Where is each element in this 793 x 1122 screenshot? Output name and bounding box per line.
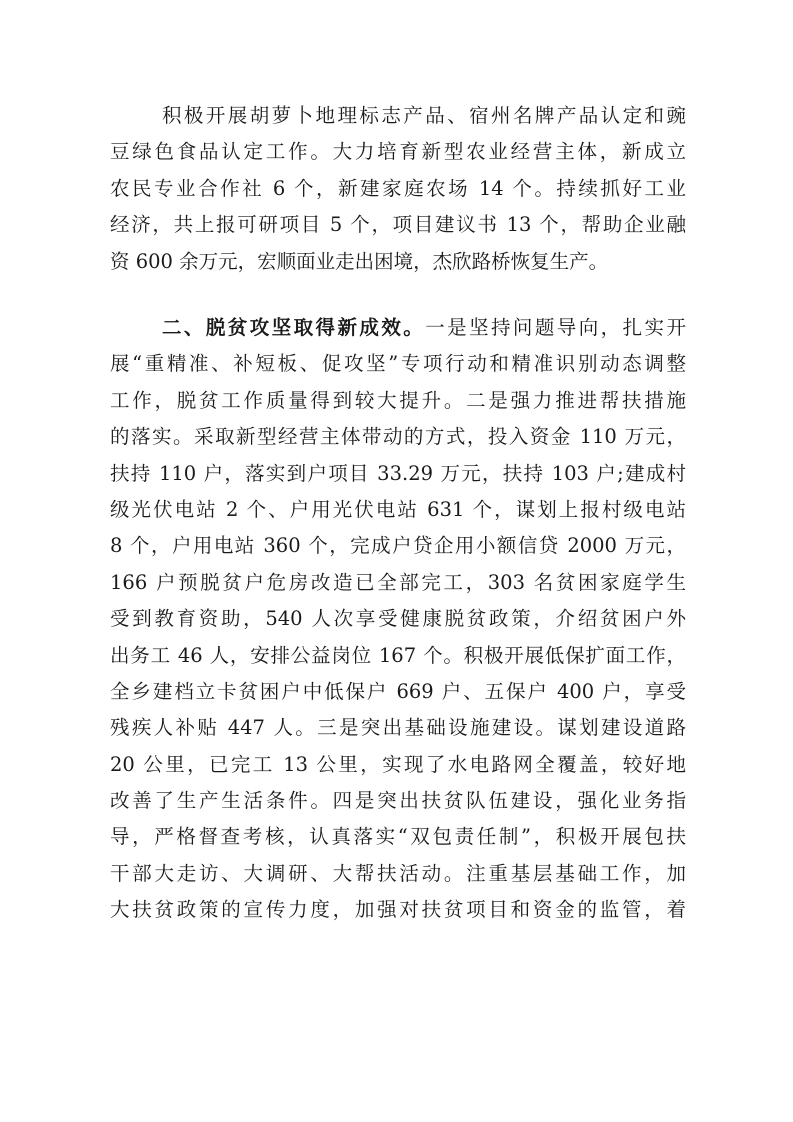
- paragraph-line: 的落实。采取新型经营主体带动的方式，投入资金 110 万元，: [110, 425, 686, 449]
- paragraph-poverty-alleviation: [110, 310, 686, 929]
- paragraph-line: 改善了生产生活条件。四是突出扶贫队伍建设，强化业务指: [110, 789, 686, 813]
- section-heading: 二、脱贫攻坚取得新成效。: [162, 316, 426, 339]
- paragraph-line: 大扶贫政策的宣传力度，加强对扶贫项目和资金的监管，着: [110, 898, 686, 922]
- paragraph-line: 扶持 110 户，落实到户项目 33.29 万元，扶持 103 户;建成村: [110, 461, 686, 485]
- paragraph-line: 20 公里，已完工 13 公里，实现了水电路网全覆盖，较好地: [110, 752, 686, 776]
- paragraph-line: 农民专业合作社 6 个，新建家庭农场 14 个。持续抓好工业: [110, 176, 686, 200]
- paragraph-line: 经济，共上报可研项目 5 个，项目建议书 13 个，帮助企业融: [110, 213, 686, 237]
- paragraph-line: 干部大走访、大调研、大帮扶活动。注重基层基础工作，加: [110, 861, 686, 885]
- paragraph-line-rest: 一是坚持问题导向，扎实开: [425, 316, 686, 339]
- paragraph-line: 出务工 46 人，安排公益岗位 167 个。积极开展低保扩面工作，: [110, 643, 686, 667]
- paragraph-line: 资 600 余万元，宏顺面业走出困境，杰欣路桥恢复生产。: [110, 249, 609, 273]
- paragraph-first-line: [110, 310, 686, 346]
- paragraph-line: 残疾人补贴 447 人。三是突出基础设施建设。谋划建设道路: [110, 716, 686, 740]
- paragraph-line: 8 个，户用电站 360 个，完成户贷企用小额信贷 2000 万元，: [110, 534, 686, 558]
- paragraph-line: 全乡建档立卡贫困户中低保户 669 户、五保户 400 户，享受: [110, 679, 686, 703]
- paragraph-line: 展“重精准、补短板、促攻坚”专项行动和精准识别动态调整: [110, 352, 686, 376]
- paragraph-line: 受到教育资助，540 人次享受健康脱贫政策，介绍贫困户外: [110, 607, 686, 631]
- paragraph-line: 积极开展胡萝卜地理标志产品、宿州名牌产品认定和豌: [162, 104, 686, 127]
- paragraph-agriculture-industry: [110, 98, 686, 280]
- paragraph-line: 豆绿色食品认定工作。大力培育新型农业经营主体，新成立: [110, 140, 686, 164]
- paragraph-line: 级光伏电站 2 个、户用光伏电站 631 个，谋划上报村级电站: [110, 497, 686, 521]
- paragraph-line: 166 户预脱贫户危房改造已全部完工，303 名贫困家庭学生: [110, 570, 686, 594]
- paragraph-line: 工作，脱贫工作质量得到较大提升。二是强力推进帮扶措施: [110, 388, 686, 412]
- paragraph-line: 导，严格督查考核，认真落实“双包责任制”，积极开展包扶: [110, 825, 686, 849]
